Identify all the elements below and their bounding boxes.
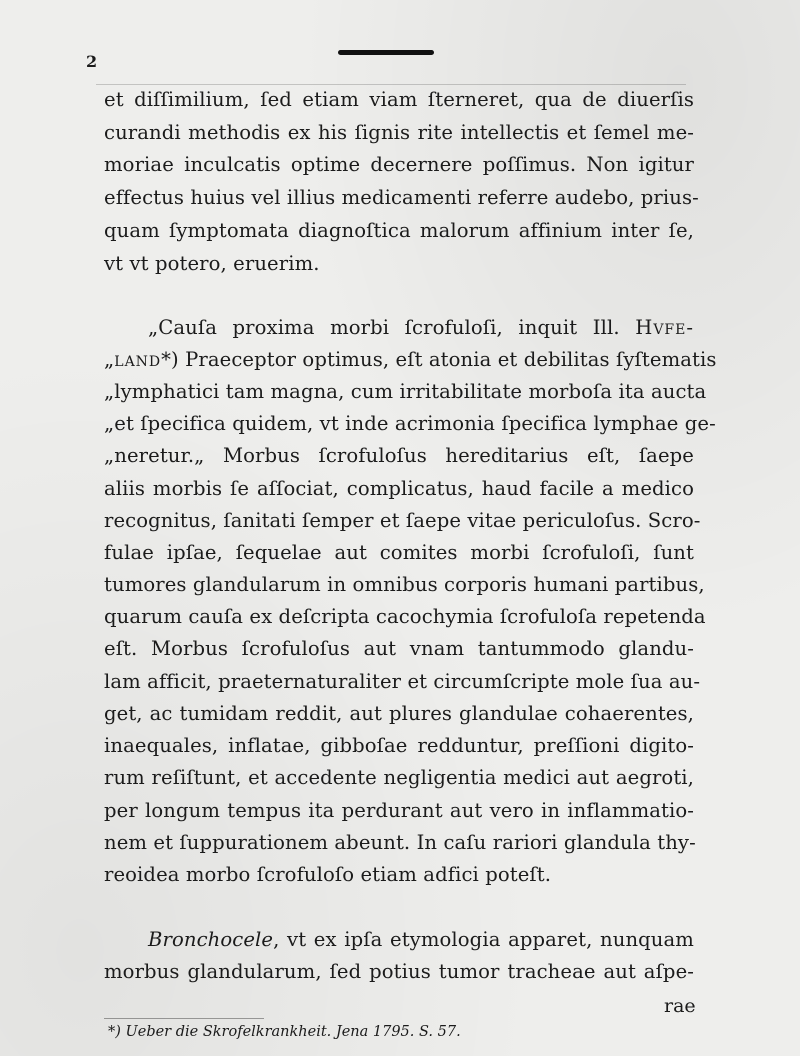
term-bronchocele: Bronchocele [148, 928, 274, 951]
body-line: effectus huius vel illius medicamenti referre audebo, prius- [104, 186, 699, 209]
quote-text: „Cauſa proxima morbi ſcrofuloſi, inquit Ill. [148, 316, 620, 339]
body-text: , vt ex ipſa etymologia apparet, nunquam [273, 928, 694, 951]
body-line: et diſſimilium, ſed etiam viam ſterneret, qua de diuerſis [104, 88, 694, 111]
body-line: „lymphatici tam magna, cum irritabilitate morboſa ita aucta [104, 380, 707, 403]
header-divider [96, 84, 686, 85]
quote-mark: „ [104, 348, 115, 371]
quote-text: *) Praeceptor optimus, eſt atonia et debilitas ſyſtematis [161, 348, 717, 371]
body-line: „neretur.„ Morbus ſcrofuloſus hereditarius eſt, ſaepe [104, 444, 694, 467]
body-line: tumores glandularum in omnibus corporis humani partibus, [104, 573, 705, 596]
body-line: vt vt potero, eruerim. [104, 252, 320, 275]
body-line: lam afficit, praeternaturaliter et circumſcripte mole ſua au- [104, 670, 701, 693]
body-line: quam ſymptomata diagnoſtica malorum affinium inter ſe, [104, 219, 694, 242]
body-line: fulae ipſae, ſequelae aut comites morbi ſcrofuloſi, ſunt [104, 541, 694, 564]
body-line: rum reſiſtunt, et accedente negligentia medici aut aegroti, [104, 766, 694, 789]
author-name-part: Hvfe- [635, 316, 694, 339]
footnote: *) Ueber die Skrofelkrankheit. Jena 1795. S. 57. [108, 1024, 461, 1040]
footnote-divider [104, 1018, 264, 1019]
catchword: rae [664, 995, 696, 1017]
body-line: aliis morbis ſe aſſociat, complicatus, haud facile a medico [104, 477, 694, 500]
bronchocele-line [148, 928, 694, 952]
body-line: reoidea morbo ſcrofuloſo etiam adfici poteſt. [104, 863, 552, 886]
author-name-part: land [114, 348, 162, 371]
quote-line-second [104, 348, 717, 372]
body-line: „et ſpecifica quidem, vt inde acrimonia ſpecifica lymphae ge- [104, 412, 716, 435]
body-line: eſt. Morbus ſcrofuloſus aut vnam tantummodo glandu- [104, 637, 694, 660]
body-line: curandi methodis ex his ſignis rite intellectis et ſemel me- [104, 121, 694, 144]
body-line: per longum tempus ita perdurant aut vero in inflammatio- [104, 799, 694, 822]
body-line: nem et ſuppurationem abeunt. In caſu rariori glandula thy- [104, 831, 696, 854]
body-line: moriae inculcatis optime decernere poſſimus. Non igitur [104, 153, 694, 176]
body-line: morbus glandularum, ſed potius tumor tracheae aut aſpe- [104, 960, 694, 983]
quote-line-first [148, 316, 694, 340]
body-line: inaequales, inflatae, gibboſae redduntur, preſſioni digito- [104, 734, 694, 757]
page-number: 2 [86, 52, 98, 71]
body-line: get, ac tumidam reddit, aut plures glandulae cohaerentes, [104, 702, 694, 725]
body-line: quarum cauſa ex deſcripta cacochymia ſcrofuloſa repetenda [104, 605, 706, 628]
header-ornament-rule [338, 50, 434, 55]
body-line: recognitus, ſanitati ſemper et ſaepe vitae periculoſus. Scro- [104, 509, 701, 532]
